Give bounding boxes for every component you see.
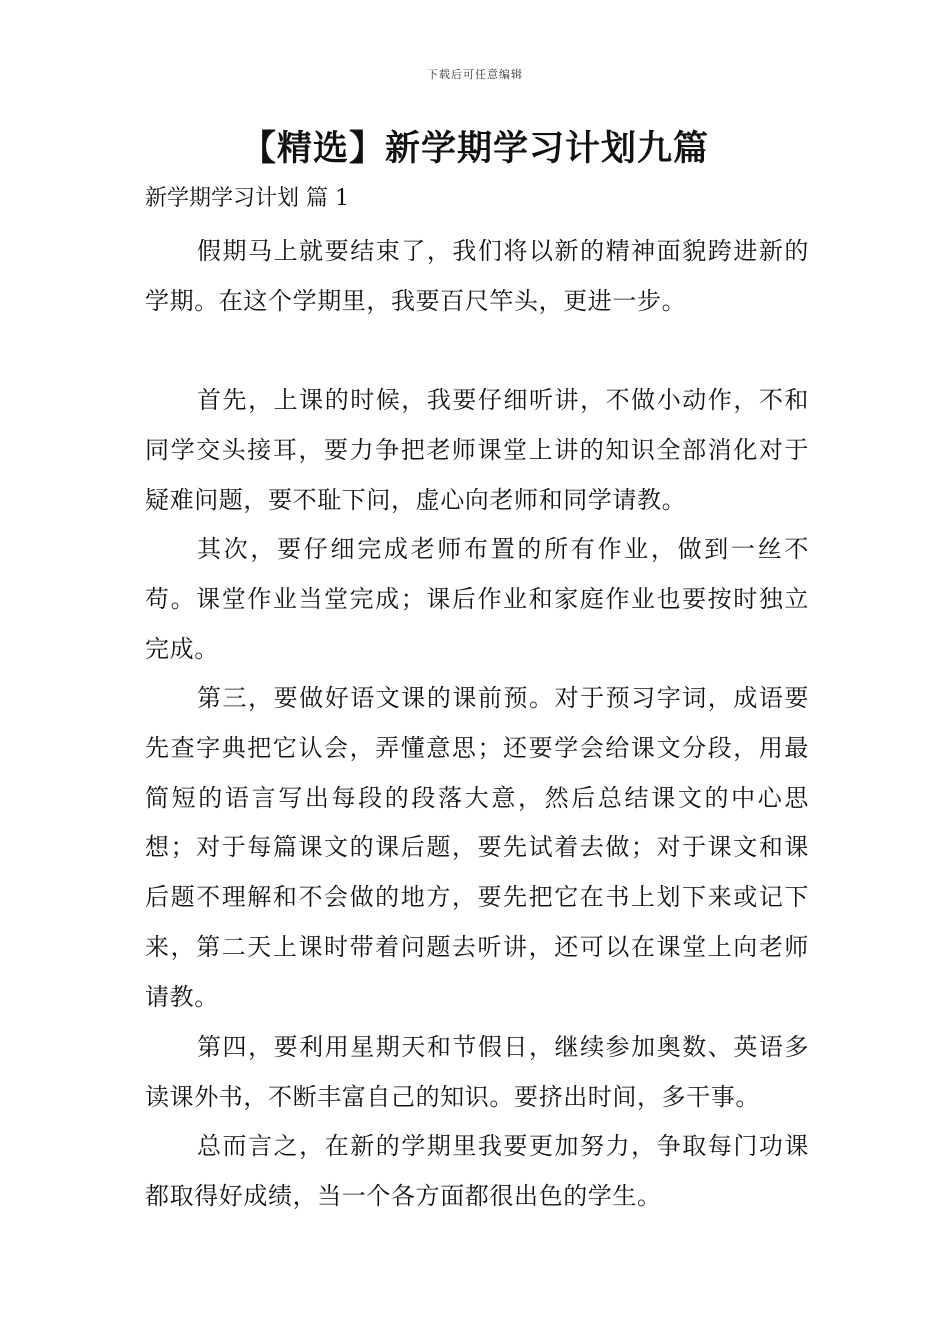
section-subtitle: 新学期学习计划 篇 1 <box>145 186 349 211</box>
header-note: 下载后可任意编辑 <box>427 68 523 81</box>
paragraph-first: 首先，上课的时候，我要仔细听讲，不做小动作，不和同学交头接耳，要力争把老师课堂上讲的知识全部消化对于疑难问题，要不耻下问，虚心向老师和同学请教。 <box>145 386 809 514</box>
paragraph-second: 其次，要仔细完成老师布置的所有作业，做到一丝不苟。课堂作业当堂完成；课后作业和家庭作业也要按时独立完成。 <box>145 535 809 663</box>
document-title: 【精选】新学期学习计划九篇 <box>240 129 709 169</box>
paragraph-fourth: 第四，要利用星期天和节假日，继续参加奥数、英语多读课外书，不断丰富自己的知识。要挤出时间，多干事。 <box>145 1033 809 1111</box>
paragraph-third: 第三，要做好语文课的课前预。对于预习字词，成语要先查字典把它认会，弄懂意思；还要学会给课文分段，用最简短的语言写出每段的段落大意，然后总结课文的中心思想；对于每篇课文的课后题，要先试着去做；对于课文和课后题不理解和不会做的地方，要先把它在书上划下来或记下来，第二天上课时带着问题去听讲，还可以在课堂上向老师请教。 <box>145 684 809 1011</box>
paragraph-intro: 假期马上就要结束了，我们将以新的精神面貌跨进新的学期。在这个学期里，我要百尺竿头，更进一步。 <box>145 237 809 315</box>
paragraph-conclusion: 总而言之，在新的学期里我要更加努力，争取每门功课都取得好成绩，当一个各方面都很出色的学生。 <box>145 1132 809 1210</box>
